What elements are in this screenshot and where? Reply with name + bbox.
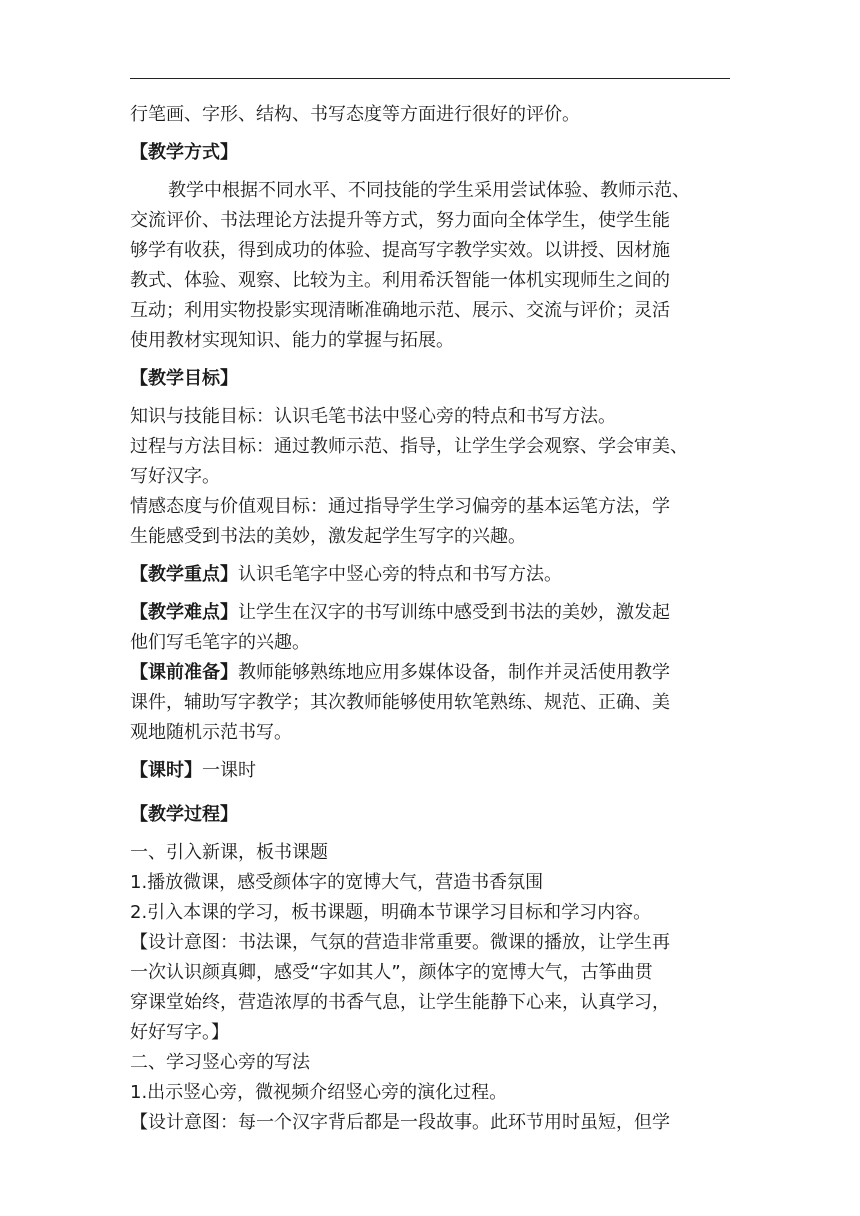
section-label-difficulties: 【教学难点】 — [130, 602, 238, 623]
key-points-line — [130, 560, 730, 590]
paragraph-line: 二、学习竖心旁的写法 — [130, 1052, 310, 1073]
paragraph-line: 【设计意图：书法课，气氛的营造非常重要。微课的播放，让学生再 — [130, 932, 670, 953]
section-heading-teaching-goals: 【教学目标】 — [130, 368, 238, 389]
paragraph-line: 2.引入本课的学习，板书课题，明确本节课学习目标和学习内容。 — [130, 902, 652, 923]
paragraph-line: 【设计意图：每一个汉字背后都是一段故事。此环节用时虽短，但学 — [130, 1112, 670, 1133]
paragraph-line: 够学有收获，得到成功的体验、提高写字教学实效。以讲授、因材施 — [130, 240, 670, 261]
paragraph-line: 生能感受到书法的美妙，激发起学生写字的兴趣。 — [130, 526, 526, 547]
paragraph-line: 穿课堂始终，营造浓厚的书香气息，让学生能静下心来，认真学习， — [130, 992, 670, 1013]
paragraph-line: 使用教材实现知识、能力的掌握与拓展。 — [130, 330, 454, 351]
class-hours-line — [130, 756, 730, 786]
paragraph-line: 交流评价、书法理论方法提升等方式，努力面向全体学生，使学生能 — [130, 210, 670, 231]
paragraph-line: 写好汉字。 — [130, 466, 220, 487]
class-hours-text: 一课时 — [202, 760, 256, 781]
document-body — [130, 100, 730, 1138]
section-label-preparation: 【课前准备】 — [130, 662, 238, 683]
key-points-text: 认识毛笔字中竖心旁的特点和书写方法。 — [238, 564, 562, 585]
header-rule — [130, 78, 730, 79]
section-heading-teaching-process: 【教学过程】 — [130, 804, 238, 825]
difficulties-text: 让学生在汉字的书写训练中感受到书法的美妙，激发起 — [238, 602, 670, 623]
paragraph-line: 教式、体验、观察、比较为主。利用希沃智能一体机实现师生之间的 — [130, 270, 670, 291]
paragraph-line: 1.播放微课，感受颜体字的宽博大气，营造书香氛围 — [130, 872, 544, 893]
section-label-key-points: 【教学重点】 — [130, 564, 238, 585]
section-heading-teaching-method: 【教学方式】 — [130, 142, 238, 163]
section-label-class-hours: 【课时】 — [130, 760, 202, 781]
paragraph-line: 互动；利用实物投影实现清晰准确地示范、展示、交流与评价；灵活 — [130, 300, 670, 321]
paragraph-line: 他们写毛笔字的兴趣。 — [130, 632, 310, 653]
difficulties-line — [130, 598, 730, 628]
paragraph-line: 教学中根据不同水平、不同技能的学生采用尝试体验、教师示范、 — [168, 180, 690, 201]
paragraph-line: 情感态度与价值观目标：通过指导学生学习偏旁的基本运笔方法，学 — [130, 496, 670, 517]
paragraph-line: 一、引入新课，板书课题 — [130, 842, 328, 863]
preparation-line — [130, 658, 730, 688]
paragraph-line: 过程与方法目标：通过教师示范、指导，让学生学会观察、学会审美、 — [130, 436, 688, 457]
paragraph-line: 观地随机示范书写。 — [130, 722, 292, 743]
paragraph-line: 行笔画、字形、结构、书写态度等方面进行很好的评价。 — [130, 104, 580, 125]
paragraph-line: 1.出示竖心旁，微视频介绍竖心旁的演化过程。 — [130, 1082, 508, 1103]
paragraph-line: 课件，辅助写字教学；其次教师能够使用软笔熟练、规范、正确、美 — [130, 692, 670, 713]
paragraph-line: 知识与技能目标：认识毛笔书法中竖心旁的特点和书写方法。 — [130, 406, 616, 427]
preparation-text: 教师能够熟练地应用多媒体设备，制作并灵活使用教学 — [238, 662, 670, 683]
paragraph-line: 好好写字。】 — [130, 1022, 229, 1043]
paragraph-line: 一次认识颜真卿，感受“字如其人”，颜体字的宽博大气，古筝曲贯 — [130, 962, 653, 983]
